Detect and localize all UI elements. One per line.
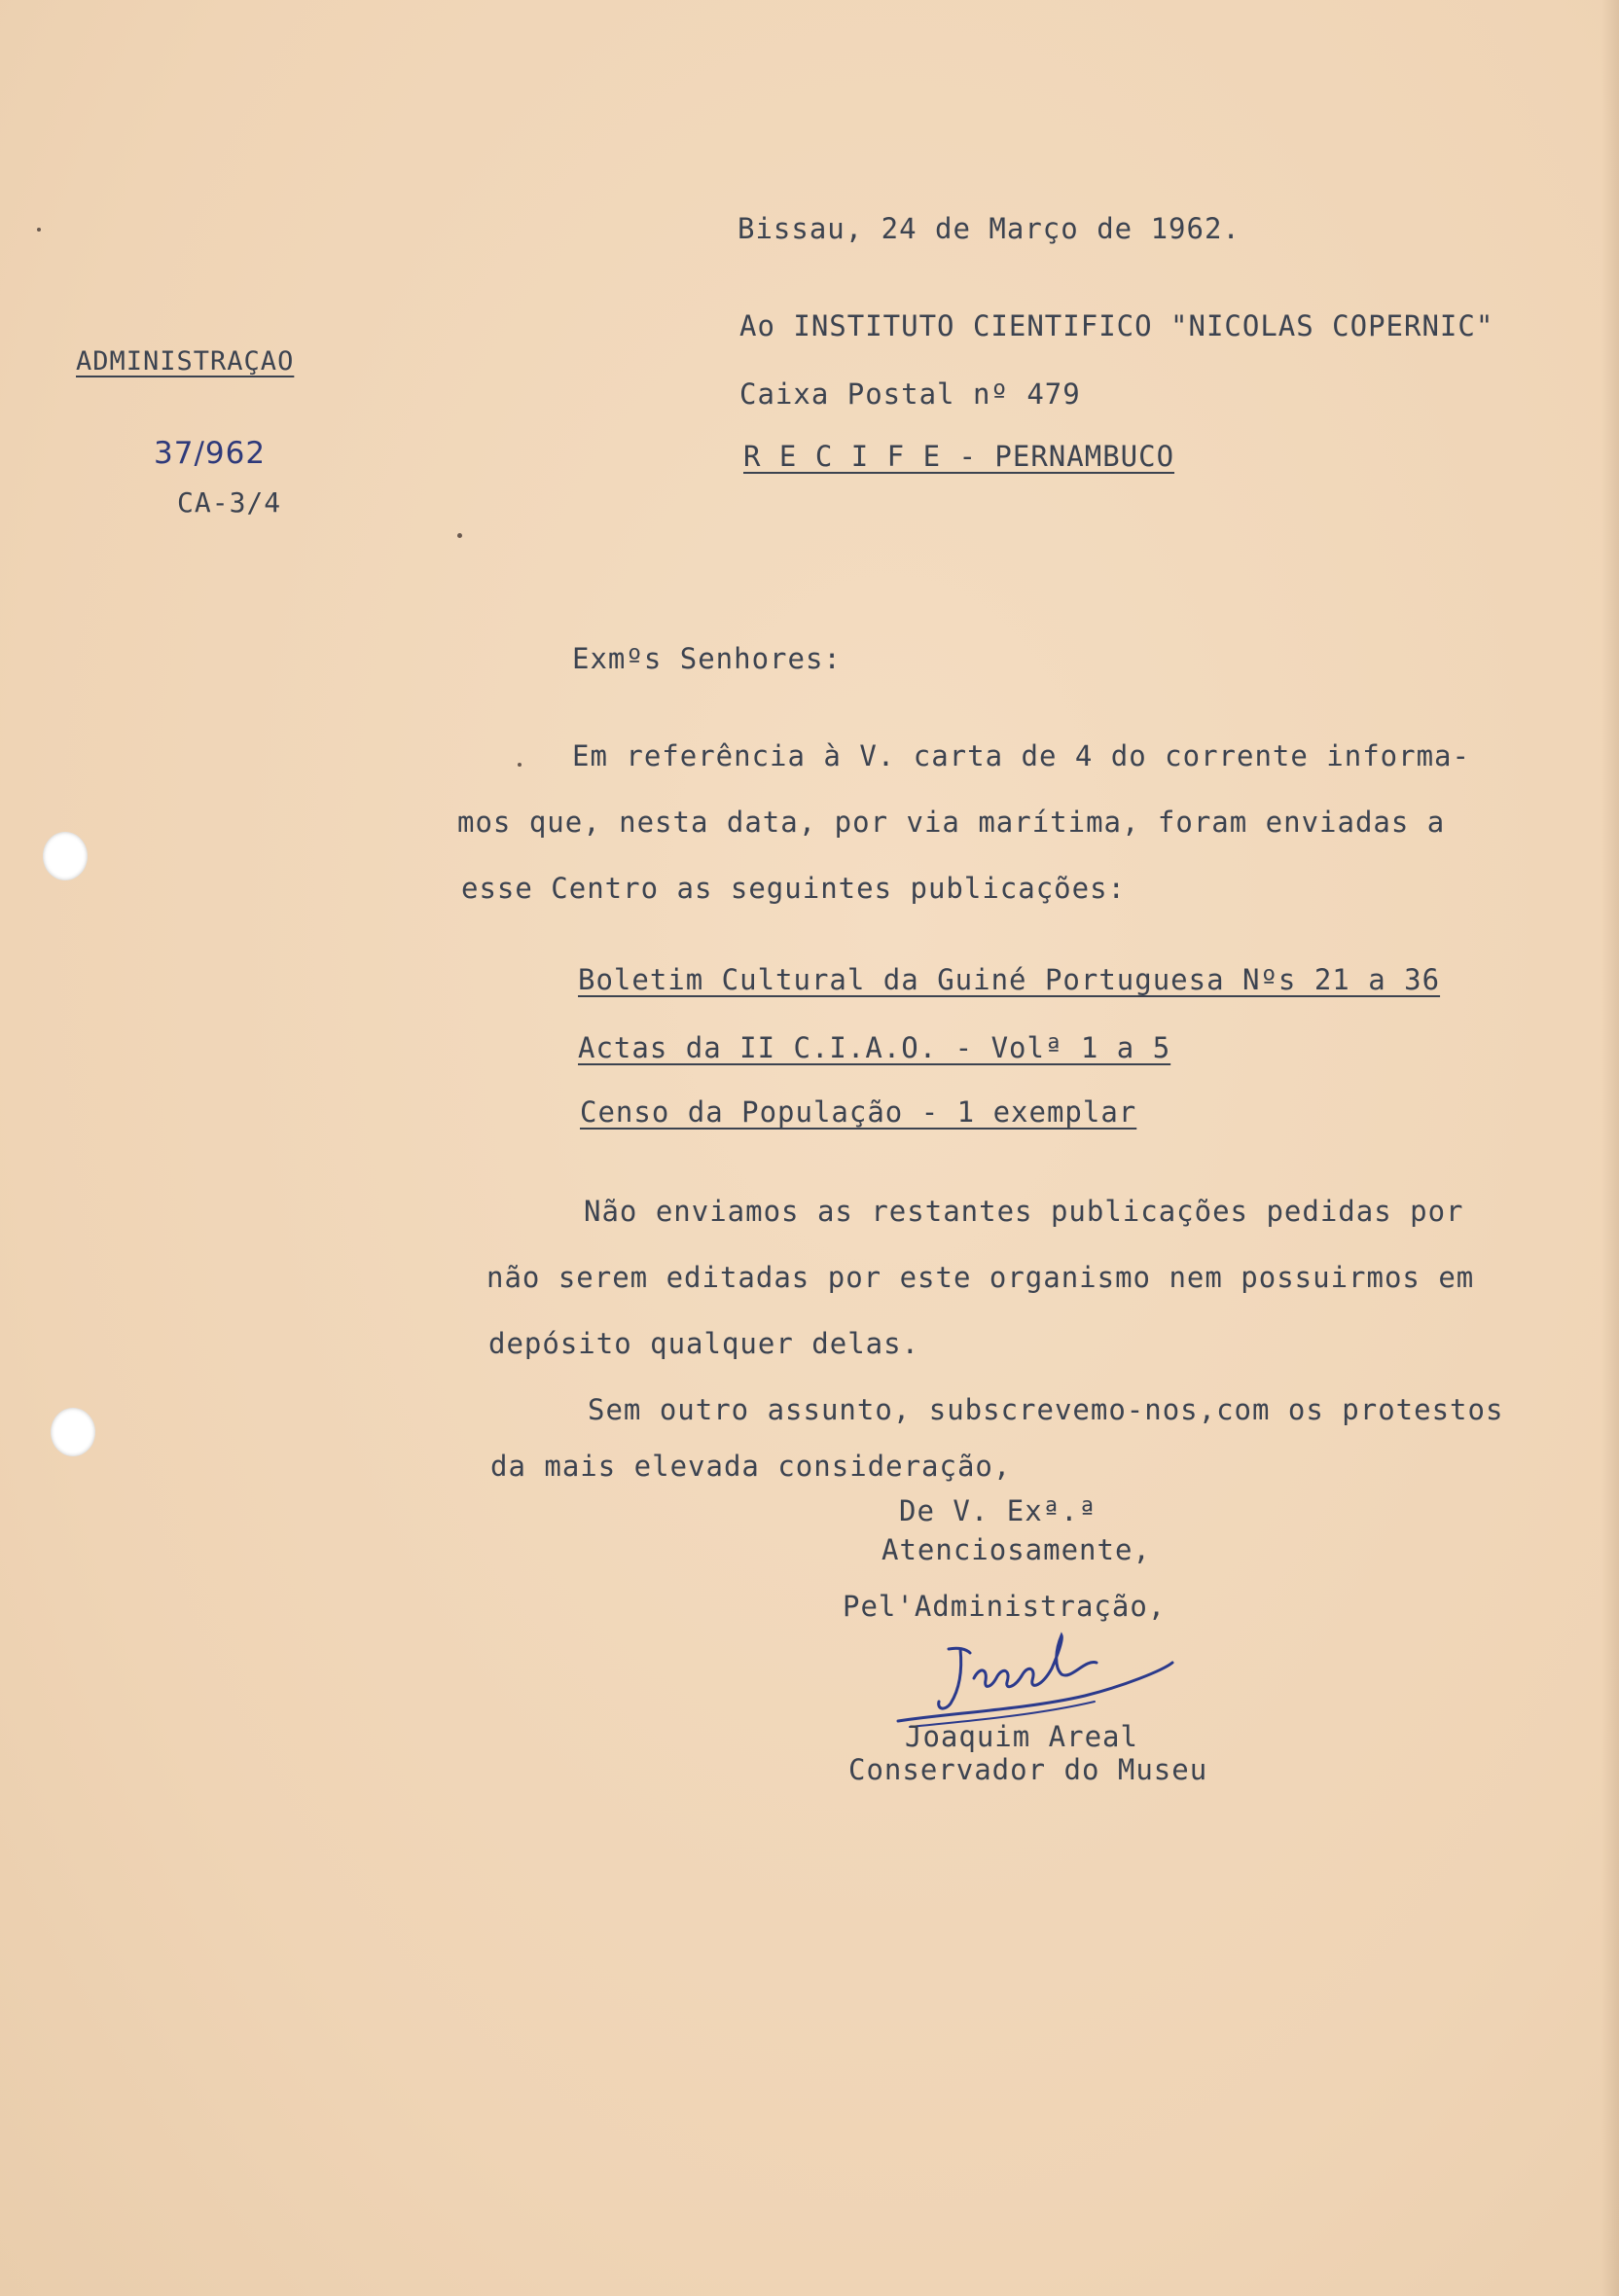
- closing-regards: Atenciosamente,: [881, 1533, 1151, 1566]
- signatory-name: Joaquim Areal: [905, 1720, 1138, 1753]
- paragraph1-line1: Em referência à V. carta de 4 do corrente informa-: [572, 739, 1470, 772]
- closing-on-behalf: Pel'Administração,: [843, 1590, 1167, 1623]
- reference-code: CA-3/4: [177, 486, 282, 519]
- paragraph2-line2: não serem editadas por este organismo nem possuirmos em: [486, 1261, 1475, 1294]
- sender-department: ADMINISTRAÇAO: [76, 346, 295, 377]
- recipient-postal-box: Caixa Postal nº 479: [739, 377, 1081, 411]
- salutation: Exmºs Senhores:: [572, 642, 842, 675]
- publication-item: Censo da População - 1 exemplar: [580, 1095, 1137, 1129]
- recipient-institution: Ao INSTITUTO CIENTIFICO "NICOLAS COPERNIC": [739, 309, 1494, 342]
- paragraph3-line1: Sem outro assunto, subscrevemo-nos,com os protestos: [588, 1393, 1504, 1426]
- paragraph2-line3: depósito qualquer delas.: [488, 1327, 920, 1360]
- punch-hole-top: [43, 832, 88, 880]
- paper-speck: [457, 533, 462, 538]
- date-line: Bissau, 24 de Março de 1962.: [738, 212, 1241, 245]
- closing-form-of-address: De V. Exª.ª: [899, 1494, 1097, 1527]
- handwritten-signature: [890, 1620, 1182, 1737]
- punch-hole-bottom: [51, 1408, 95, 1456]
- publication-item: Boletim Cultural da Guiné Portuguesa Nºs 21 a 36: [578, 963, 1441, 996]
- reference-number: 37/962: [154, 436, 267, 471]
- paper-speck: [518, 763, 522, 767]
- page-edge-shadow: [1601, 0, 1619, 2296]
- recipient-city: R E C I F E - PERNAMBUCO: [743, 440, 1175, 473]
- paper-speck: [37, 228, 41, 232]
- signatory-title: Conservador do Museu: [848, 1753, 1208, 1786]
- publication-item: Actas da II C.I.A.O. - Volª 1 a 5: [578, 1031, 1171, 1064]
- paragraph1-line2: mos que, nesta data, por via marítima, foram enviadas a: [457, 806, 1446, 839]
- paragraph2-line1: Não enviamos as restantes publicações pedidas por: [584, 1195, 1464, 1228]
- paragraph3-line2: da mais elevada consideração,: [490, 1450, 1012, 1483]
- paragraph1-line3: esse Centro as seguintes publicações:: [461, 872, 1127, 905]
